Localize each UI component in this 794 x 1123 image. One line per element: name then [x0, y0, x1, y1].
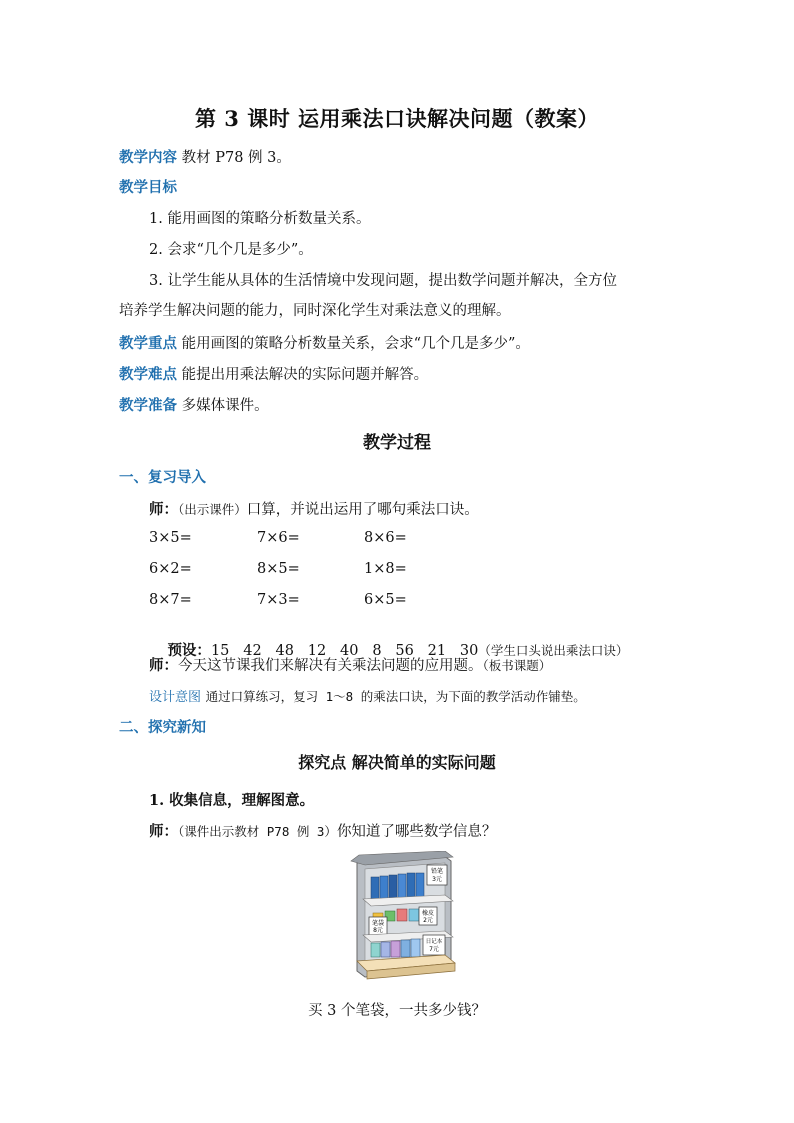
- teacher-text-3: 你知道了哪些数学信息？: [336, 824, 497, 840]
- content-line: [119, 146, 291, 167]
- key-point-label: 教学重点: [119, 335, 177, 352]
- preparation-label: 教学准备: [119, 397, 177, 414]
- section1-heading: 一、复习导入: [119, 469, 206, 486]
- preset-label: 预设：: [167, 642, 211, 659]
- problem-caption: 买 3 个笔袋，一共多少钱？: [308, 1003, 486, 1019]
- objective-item-2: 2. 会求“几个几是多少”。: [149, 242, 313, 258]
- key-point-text: 能用画图的策略分析数量关系，会求“几个几是多少”。: [181, 336, 530, 352]
- stationery-shelf-illustration: [343, 851, 463, 981]
- difficulty-label: 教学难点: [119, 366, 177, 383]
- objectives-label: 教学目标: [119, 179, 177, 196]
- calc-2-3: 1×8=: [364, 561, 407, 577]
- calc-3-3: 6×5=: [364, 592, 407, 608]
- teacher-label-3: 师：: [149, 823, 178, 840]
- calc-1-1: 3×5=: [149, 530, 192, 546]
- teacher-line-3: [149, 820, 496, 841]
- teacher-line-2: [149, 654, 551, 675]
- svg-text:笔袋: 笔袋: [371, 920, 385, 927]
- page-title: 第 3 课时 运用乘法口诀解决问题（教案）: [194, 106, 600, 131]
- teacher-label-2: 师：: [149, 657, 178, 674]
- svg-text:8元: 8元: [373, 927, 383, 934]
- difficulty-line: [119, 363, 428, 384]
- explore-point-heading: 探究点 解决简单的实际问题: [298, 753, 496, 772]
- objective-item-3: 3. 让学生能从具体的生活情境中发现问题，提出数学问题并解决，全方位: [149, 273, 617, 289]
- teacher-text-2: 今天这节课我们来解决有关乘法问题的应用题。: [178, 658, 483, 674]
- content-text: 教材 P78 例 3。: [181, 150, 291, 166]
- calc-3-1: 8×7=: [149, 592, 192, 608]
- svg-text:3元: 3元: [432, 876, 442, 883]
- board-note: （板书课题）: [482, 658, 552, 673]
- svg-text:橡皮: 橡皮: [421, 910, 435, 917]
- design-intent-line: [149, 686, 586, 705]
- calc-2-2: 8×5=: [257, 561, 300, 577]
- design-intent-text: 通过口算练习，复习 1～8 的乘法口诀，为下面的教学活动作铺垫。: [205, 689, 586, 704]
- teacher-label: 师：: [149, 501, 178, 518]
- svg-text:铅笔: 铅笔: [430, 868, 444, 875]
- preparation-line: [119, 394, 269, 415]
- objective-item-3-cont: 培养学生解决问题的能力，同时深化学生对乘法意义的理解。: [119, 303, 511, 319]
- calc-3-2: 7×3=: [257, 592, 300, 608]
- svg-text:7元: 7元: [429, 946, 439, 953]
- preset-values: 15 42 48 12 40 8 56 21 30: [210, 643, 479, 659]
- svg-text:日记本: 日记本: [425, 939, 443, 945]
- preparation-text: 多媒体课件。: [181, 398, 269, 414]
- objective-item-1: 1. 能用画图的策略分析数量关系。: [149, 211, 371, 227]
- key-point-line: [119, 332, 530, 353]
- preset-note: （学生口头说出乘法口诀）: [478, 643, 629, 658]
- content-label: 教学内容: [119, 149, 177, 166]
- design-intent-label: 设计意图: [149, 690, 202, 705]
- process-heading: 教学过程: [363, 433, 431, 453]
- price-tag-notebook: [423, 935, 445, 955]
- teacher-line-1: [149, 498, 479, 519]
- price-tag-pencil: [427, 865, 447, 885]
- calc-1-2: 7×6=: [257, 530, 300, 546]
- difficulty-text: 能提出用乘法解决的实际问题并解答。: [181, 367, 429, 383]
- svg-text:2元: 2元: [423, 917, 433, 924]
- teacher-paren: （出示课件）: [178, 502, 247, 517]
- calc-2-1: 6×2=: [149, 561, 192, 577]
- section2-heading: 二、探究新知: [119, 719, 206, 736]
- teacher-paren-3: （课件出示教材 P78 例 3）: [178, 824, 337, 839]
- calc-1-3: 8×6=: [364, 530, 407, 546]
- teacher-text: 口算，并说出运用了哪句乘法口诀。: [246, 502, 479, 518]
- price-tag-pencil-case: [369, 917, 387, 935]
- step1-heading: 1. 收集信息，理解图意。: [149, 792, 315, 809]
- price-tag-eraser: [419, 907, 437, 925]
